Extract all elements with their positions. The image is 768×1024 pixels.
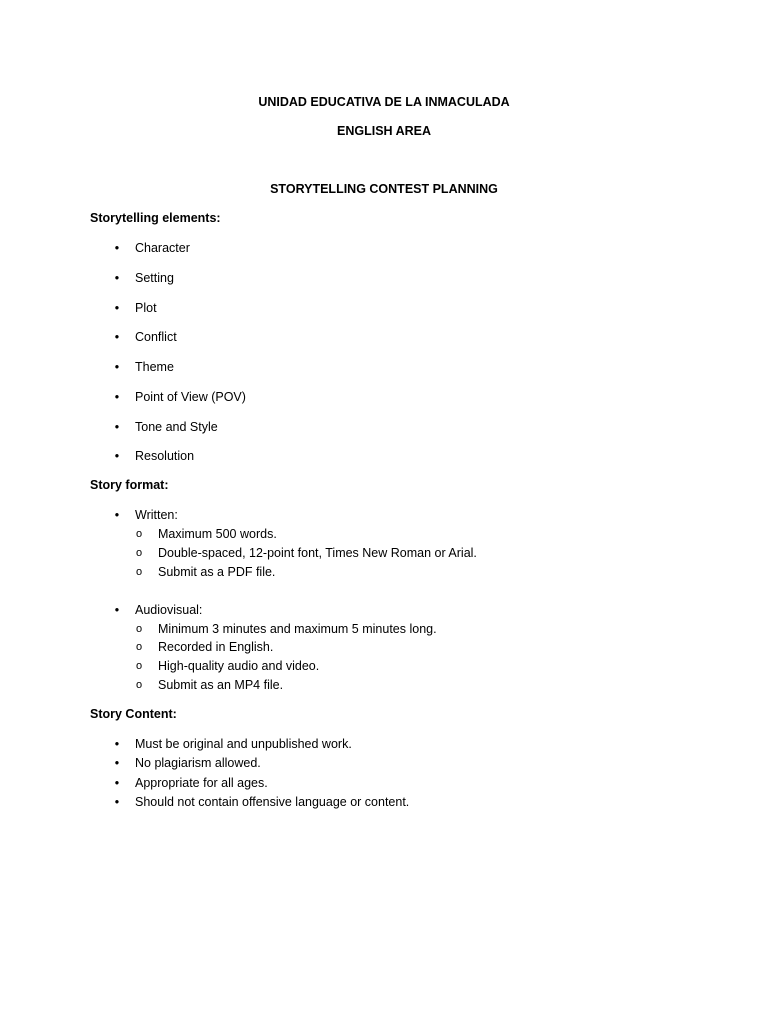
list-item-text: Should not contain offensive language or content.	[135, 795, 410, 809]
list-item-text: Appropriate for all ages.	[135, 776, 268, 790]
sub-list-item-text: Submit as an MP4 file.	[158, 678, 284, 692]
circle-bullet-icon: o	[135, 547, 143, 559]
circle-bullet-icon: o	[135, 623, 143, 635]
sub-list-item-text: Double-spaced, 12-point font, Times New Roman or Arial.	[158, 546, 477, 560]
circle-bullet-icon: o	[135, 679, 143, 691]
sub-list-item-text: Submit as a PDF file.	[158, 565, 276, 579]
list-item-text: Character	[135, 241, 190, 255]
bullet-icon: •	[114, 390, 120, 404]
list-item-text: Tone and Style	[135, 420, 218, 434]
bullet-icon: •	[114, 420, 120, 434]
bullet-icon: •	[114, 330, 120, 344]
sub-list-item-text: Maximum 500 words.	[158, 527, 277, 541]
format-heading: Story format:	[90, 478, 169, 492]
bullet-icon: •	[114, 776, 120, 790]
sub-list-item-text: High-quality audio and video.	[158, 659, 320, 673]
bullet-icon: •	[114, 241, 120, 255]
list-item-text: Setting	[135, 271, 174, 285]
list-item-text: Must be original and unpublished work.	[135, 737, 352, 751]
list-item-text: Conflict	[135, 330, 177, 344]
bullet-icon: •	[114, 756, 120, 770]
bullet-icon: •	[114, 508, 120, 522]
bullet-icon: •	[114, 795, 120, 809]
circle-bullet-icon: o	[135, 528, 143, 540]
bullet-icon: •	[114, 737, 120, 751]
elements-heading: Storytelling elements:	[90, 211, 221, 225]
sub-list-item-text: Minimum 3 minutes and maximum 5 minutes long.	[158, 622, 437, 636]
circle-bullet-icon: o	[135, 566, 143, 578]
circle-bullet-icon: o	[135, 660, 143, 672]
list-item-text: Theme	[135, 360, 174, 374]
bullet-icon: •	[114, 271, 120, 285]
list-item-text: Point of View (POV)	[135, 390, 246, 404]
audiovisual-label: Audiovisual:	[135, 603, 203, 617]
area-name: ENGLISH AREA	[337, 124, 431, 138]
sub-list-item-text: Recorded in English.	[158, 640, 274, 654]
document-title: STORYTELLING CONTEST PLANNING	[270, 182, 498, 196]
bullet-icon: •	[114, 301, 120, 315]
list-item-text: No plagiarism allowed.	[135, 756, 261, 770]
list-item-text: Resolution	[135, 449, 195, 463]
bullet-icon: •	[114, 449, 120, 463]
content-heading: Story Content:	[90, 707, 177, 721]
list-item-text: Plot	[135, 301, 157, 315]
circle-bullet-icon: o	[135, 641, 143, 653]
written-label: Written:	[135, 508, 178, 522]
bullet-icon: •	[114, 603, 120, 617]
school-name: UNIDAD EDUCATIVA DE LA INMACULADA	[258, 95, 510, 109]
bullet-icon: •	[114, 360, 120, 374]
